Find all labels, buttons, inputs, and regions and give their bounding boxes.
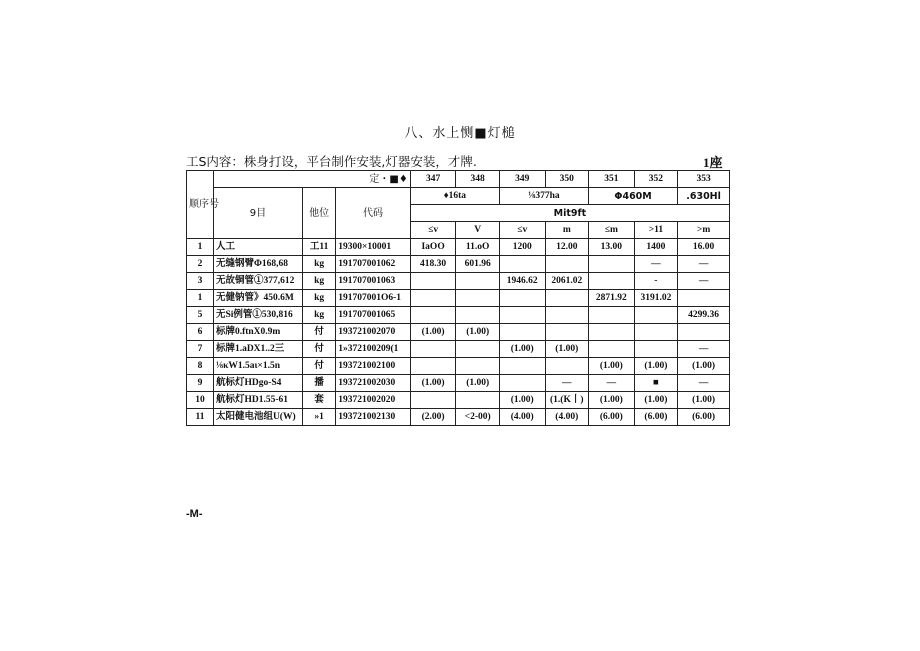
- row-value: [545, 324, 589, 341]
- row-value: —: [545, 375, 589, 392]
- row-value: (1.00): [410, 375, 456, 392]
- code-header: 代码: [336, 188, 411, 239]
- subheader: Mit9ft: [410, 205, 729, 222]
- row-value: (4.00): [499, 409, 545, 426]
- row-value: 1200: [499, 239, 545, 256]
- unit-mark: >11: [634, 222, 678, 239]
- table-row: [187, 409, 730, 426]
- row-value: [499, 256, 545, 273]
- row-value: (1.00): [634, 358, 678, 375]
- row-unit: »1: [303, 409, 336, 426]
- row-value: (1.00): [456, 375, 500, 392]
- row-value: —: [678, 273, 730, 290]
- unit-mark: ≤v: [410, 222, 456, 239]
- row-value: [589, 341, 635, 358]
- row-value: [410, 358, 456, 375]
- row-seq: 9: [187, 375, 214, 392]
- row-seq: 5: [187, 307, 214, 324]
- row-code: 191707001063: [336, 273, 411, 290]
- quota-number: 348: [456, 171, 500, 188]
- row-value: [589, 307, 635, 324]
- row-value: (1.00): [499, 341, 545, 358]
- row-code: 191707001O6-1: [336, 290, 411, 307]
- header-row-quota: [187, 171, 730, 188]
- row-value: 601.96: [456, 256, 500, 273]
- table-row: [187, 358, 730, 375]
- row-seq: 3: [187, 273, 214, 290]
- row-value: [456, 290, 500, 307]
- row-seq: 2: [187, 256, 214, 273]
- table-row: [187, 256, 730, 273]
- row-code: 19300×10001: [336, 239, 411, 256]
- row-value: [456, 358, 500, 375]
- row-unit: kg: [303, 256, 336, 273]
- row-code: 193721002130: [336, 409, 411, 426]
- row-value: 418.30: [410, 256, 456, 273]
- row-value: [634, 307, 678, 324]
- table-row: [187, 375, 730, 392]
- unit-mark: V: [456, 222, 500, 239]
- row-unit: kg: [303, 307, 336, 324]
- quota-label: 定・■♦: [213, 171, 410, 188]
- row-value: [678, 290, 730, 307]
- quota-number: 352: [634, 171, 678, 188]
- row-code: 193721002030: [336, 375, 411, 392]
- row-value: [456, 273, 500, 290]
- row-value: <2-00): [456, 409, 500, 426]
- quota-number: 351: [589, 171, 635, 188]
- row-unit: 付: [303, 341, 336, 358]
- row-value: (1.00): [456, 324, 500, 341]
- row-value: [678, 324, 730, 341]
- row-item: 无健钠管》450.6M: [213, 290, 302, 307]
- row-value: [410, 290, 456, 307]
- table-row: [187, 239, 730, 256]
- row-seq: 1: [187, 239, 214, 256]
- quota-number: 347: [410, 171, 456, 188]
- row-code: 191707001065: [336, 307, 411, 324]
- row-item: 太阳健电池组U(W): [213, 409, 302, 426]
- unit-header: 他位: [303, 188, 336, 239]
- row-item: ⅛κW1.5aι×1.5n: [213, 358, 302, 375]
- row-value: [456, 341, 500, 358]
- row-value: (1.00): [410, 324, 456, 341]
- table-row: [187, 341, 730, 358]
- row-item: 航标灯HDgo-S4: [213, 375, 302, 392]
- unit-mark: ≤v: [499, 222, 545, 239]
- spec-group: Φ460M: [589, 188, 678, 205]
- quota-table: [186, 170, 730, 426]
- row-value: (1.(K丨): [545, 392, 589, 409]
- table-row: [187, 324, 730, 341]
- row-code: 1»372100209(1: [336, 341, 411, 358]
- row-value: [499, 307, 545, 324]
- row-value: 2061.02: [545, 273, 589, 290]
- work-content: 工S内容：株身打设，平台制作安装,灯器安装，才牌.: [186, 154, 477, 169]
- unit-mark: m: [545, 222, 589, 239]
- row-value: [410, 273, 456, 290]
- row-item: 标牌0.ftnX0.9m: [213, 324, 302, 341]
- row-item: 无故铜管①377,612: [213, 273, 302, 290]
- header-row-spec: [187, 188, 730, 205]
- row-value: ■: [634, 375, 678, 392]
- row-item: 人工: [213, 239, 302, 256]
- row-value: [545, 290, 589, 307]
- row-value: [499, 358, 545, 375]
- row-unit: 付: [303, 324, 336, 341]
- row-value: —: [678, 375, 730, 392]
- row-value: (1.00): [634, 392, 678, 409]
- row-value: 3191.02: [634, 290, 678, 307]
- row-value: 11.oO: [456, 239, 500, 256]
- row-unit: 付: [303, 358, 336, 375]
- quota-number: 350: [545, 171, 589, 188]
- row-value: (1.00): [589, 358, 635, 375]
- row-seq: 1: [187, 290, 214, 307]
- table-row: [187, 307, 730, 324]
- row-seq: 8: [187, 358, 214, 375]
- table-row: [187, 392, 730, 409]
- row-value: [589, 273, 635, 290]
- row-item: 无Si例管①530,816: [213, 307, 302, 324]
- row-value: —: [678, 256, 730, 273]
- row-value: (1.00): [499, 392, 545, 409]
- row-value: [589, 324, 635, 341]
- row-seq: 6: [187, 324, 214, 341]
- spec-group: ♦16ta: [410, 188, 499, 205]
- row-value: -: [634, 273, 678, 290]
- row-value: [545, 256, 589, 273]
- row-value: 13.00: [589, 239, 635, 256]
- row-value: (1.00): [678, 358, 730, 375]
- row-value: [499, 290, 545, 307]
- row-value: [499, 324, 545, 341]
- row-seq: 11: [187, 409, 214, 426]
- row-item: 标牌1.aDX1..2三: [213, 341, 302, 358]
- row-unit: 工11: [303, 239, 336, 256]
- row-unit: kg: [303, 290, 336, 307]
- row-value: —: [589, 375, 635, 392]
- row-value: [456, 307, 500, 324]
- unit-mark: ≤m: [589, 222, 635, 239]
- row-value: 4299.36: [678, 307, 730, 324]
- row-code: 193721002100: [336, 358, 411, 375]
- row-value: [410, 341, 456, 358]
- spec-group: .630Hl: [678, 188, 730, 205]
- table-body: [187, 239, 730, 426]
- row-value: [410, 307, 456, 324]
- row-item: 无缝钢臂Φ168,68: [213, 256, 302, 273]
- row-value: (2.00): [410, 409, 456, 426]
- row-value: [410, 392, 456, 409]
- row-value: [545, 358, 589, 375]
- row-seq: 10: [187, 392, 214, 409]
- row-item: 航标灯HD1.55-61: [213, 392, 302, 409]
- page-title: 八、水上恻■灯槌: [404, 126, 516, 141]
- row-value: [634, 324, 678, 341]
- row-unit: kg: [303, 273, 336, 290]
- spec-group: ⅛377ha: [499, 188, 588, 205]
- quota-number: 349: [499, 171, 545, 188]
- row-code: 193721002020: [336, 392, 411, 409]
- row-code: 191707001062: [336, 256, 411, 273]
- row-value: (1.00): [589, 392, 635, 409]
- item-header: 9目: [213, 188, 302, 239]
- row-value: 2871.92: [589, 290, 635, 307]
- unit-mark: >m: [678, 222, 730, 239]
- unit-count: 1座: [703, 155, 723, 170]
- table-row: [187, 273, 730, 290]
- row-value: (6.00): [634, 409, 678, 426]
- row-unit: 套: [303, 392, 336, 409]
- row-value: [545, 307, 589, 324]
- table-row: [187, 290, 730, 307]
- row-value: 16.00: [678, 239, 730, 256]
- row-value: [589, 256, 635, 273]
- row-value: (6.00): [678, 409, 730, 426]
- row-value: [634, 341, 678, 358]
- row-value: (1.00): [545, 341, 589, 358]
- row-code: 193721002070: [336, 324, 411, 341]
- row-value: [456, 392, 500, 409]
- row-value: —: [634, 256, 678, 273]
- row-value: 12.00: [545, 239, 589, 256]
- row-value: IaOO: [410, 239, 456, 256]
- row-value: 1400: [634, 239, 678, 256]
- row-value: (1.00): [678, 392, 730, 409]
- row-value: 1946.62: [499, 273, 545, 290]
- quota-number: 353: [678, 171, 730, 188]
- row-value: (6.00): [589, 409, 635, 426]
- seq-header: 顺序号: [187, 171, 214, 239]
- row-value: (4.00): [545, 409, 589, 426]
- row-unit: 播: [303, 375, 336, 392]
- page-footer: -M-: [186, 508, 203, 520]
- row-value: —: [678, 341, 730, 358]
- row-seq: 7: [187, 341, 214, 358]
- row-value: [499, 375, 545, 392]
